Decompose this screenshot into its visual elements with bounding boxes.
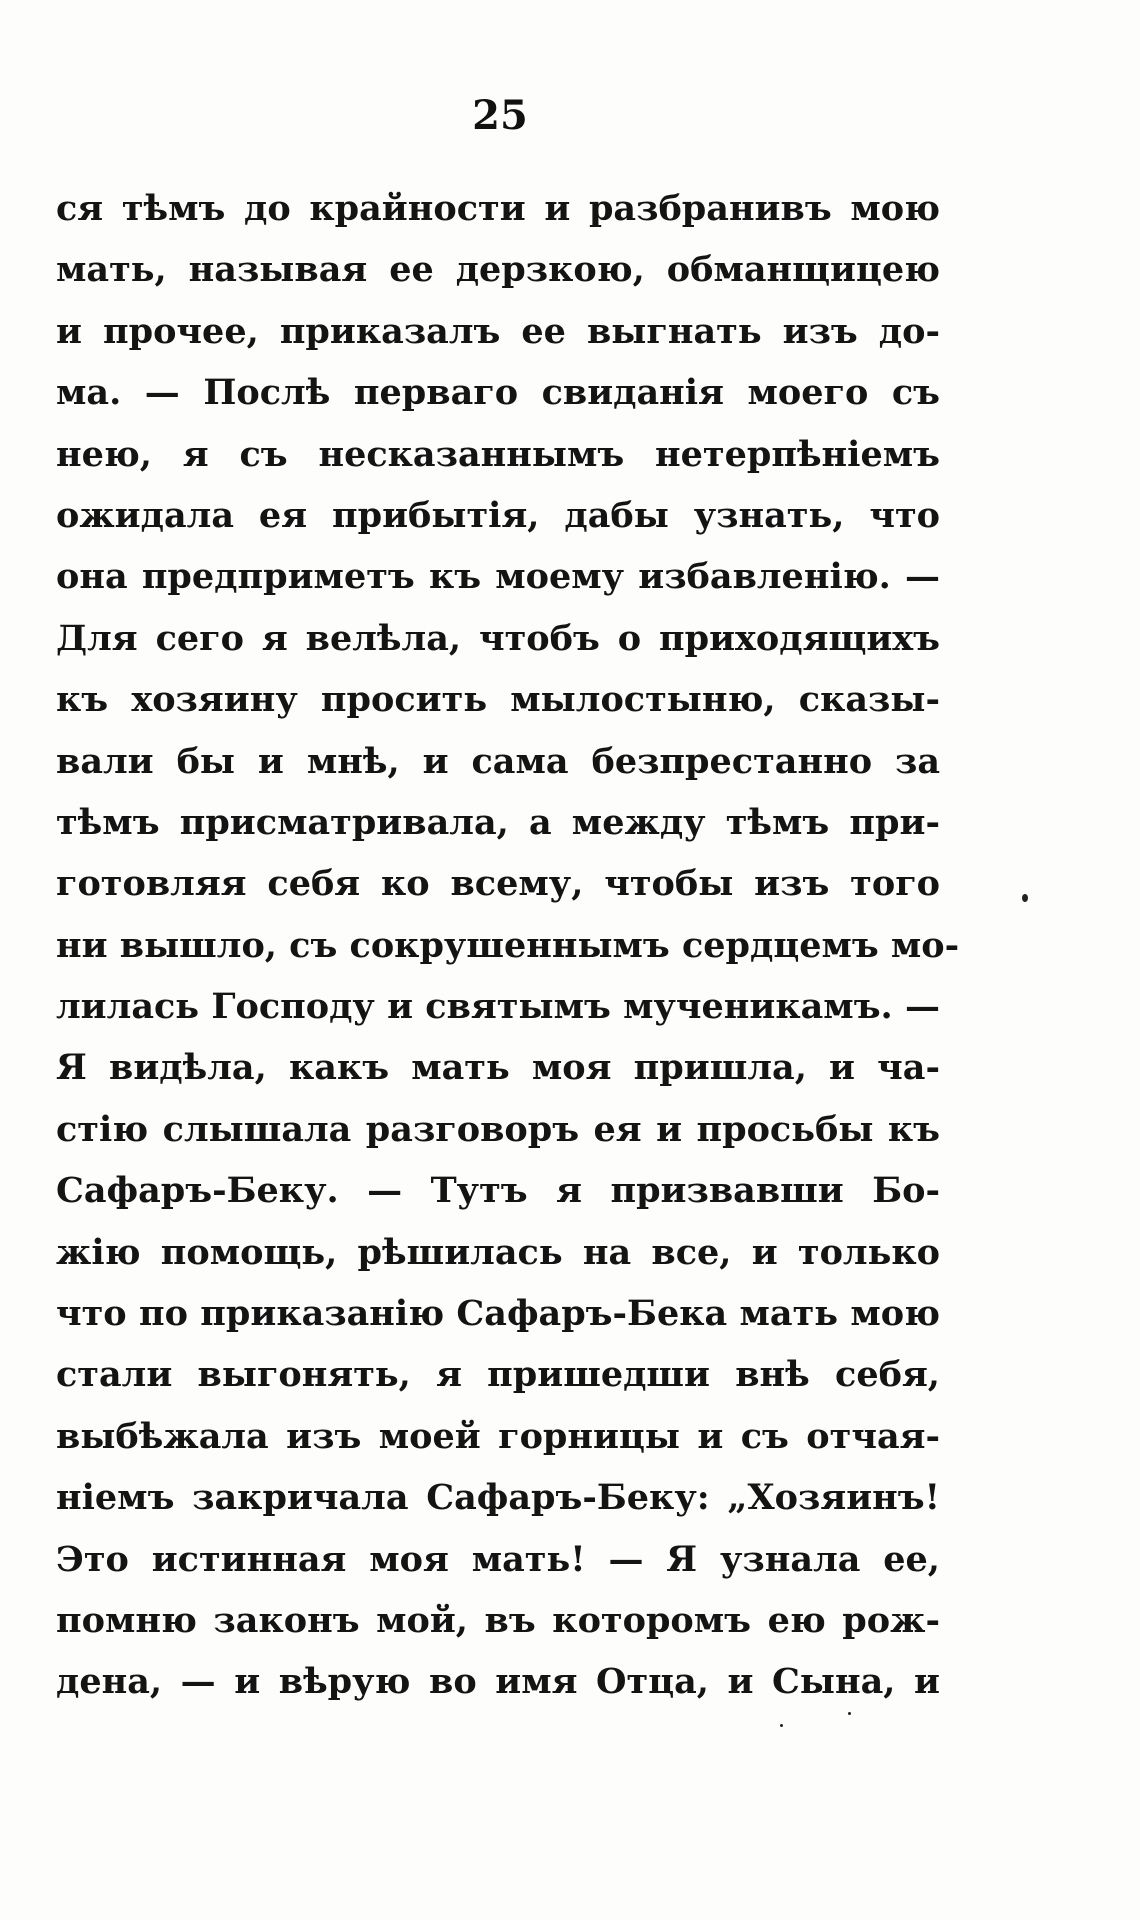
- text-line-7: она предприметъ къ моему избавленію. —: [56, 556, 940, 598]
- text-line-25: дена, — и вѣрую во имя Отца, и Сына, и: [56, 1661, 940, 1703]
- text-line-5: нею, я съ несказаннымъ нетерпѣніемъ: [56, 433, 940, 475]
- text-line-12: готовляя себя ко всему, чтобы изъ того: [56, 863, 940, 905]
- text-line-14: лилась Господу и святымъ мученикамъ. —: [56, 986, 940, 1028]
- text-line-17: Сафаръ-Беку. — Тутъ я призвавши Бо-: [56, 1170, 940, 1212]
- body-text: [56, 178, 960, 1713]
- text-line-18: жію помощь, рѣшилась на все, и только: [56, 1231, 940, 1273]
- text-line-8: Для сего я велѣла, чтобъ о приходящихъ: [56, 617, 940, 659]
- text-line-23: Это истинная моя мать! — Я узнала ее,: [56, 1538, 940, 1580]
- ink-speck: [848, 1712, 851, 1715]
- ink-speck: [1022, 894, 1028, 902]
- text-line-20: стали выгонять, я пришедши внѣ себя,: [56, 1354, 940, 1396]
- text-line-21: выбѣжала изъ моей горницы и съ отчая-: [56, 1415, 940, 1457]
- text-line-11: тѣмъ присматривала, а между тѣмъ при-: [56, 801, 940, 843]
- text-line-13: ни вышло, съ сокрушеннымъ сердцемъ мо-: [56, 924, 960, 966]
- text-line-16: стію слышала разговоръ ея и просьбы къ: [56, 1108, 940, 1150]
- text-line-15: Я видѣла, какъ мать моя пришла, и ча-: [56, 1047, 940, 1089]
- text-line-9: къ хозяину просить мылостыню, сказы-: [56, 679, 940, 721]
- text-line-2: мать, называя ее дерзкою, обманщицею: [56, 249, 940, 291]
- text-line-10: вали бы и мнѣ, и сама безпрестанно за: [56, 740, 940, 782]
- page-number: 25: [472, 92, 528, 139]
- text-line-22: ніемъ закричала Сафаръ-Беку: „Хозяинъ!: [56, 1477, 940, 1519]
- text-line-19: что по приказанію Сафаръ-Бека мать мою: [56, 1293, 940, 1335]
- text-line-4: ма. — Послѣ перваго свиданія моего съ: [56, 372, 940, 414]
- text-line-24: помню законъ мой, въ которомъ ею рож-: [56, 1599, 940, 1641]
- ink-speck: [780, 1724, 783, 1727]
- text-line-3: и прочее, приказалъ ее выгнать изъ до-: [56, 310, 940, 352]
- text-line-1: ся тѣмъ до крайности и разбранивъ мою: [56, 188, 940, 229]
- text-line-6: ожидала ея прибытія, дабы узнать, что: [56, 494, 940, 536]
